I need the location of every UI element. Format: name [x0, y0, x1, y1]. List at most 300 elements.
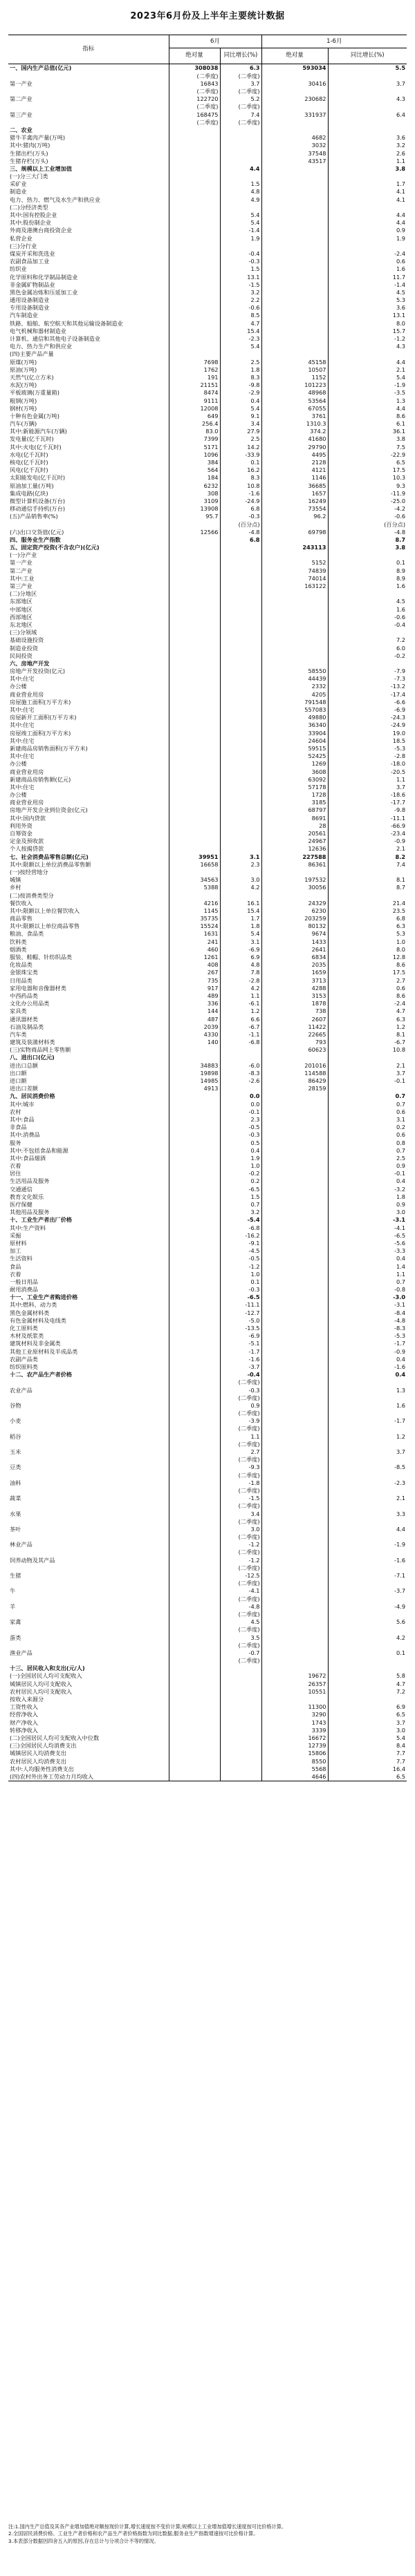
table-row — [8, 1085, 407, 1092]
month-value-cell — [169, 891, 220, 899]
indicator-cell: 电气机械和器材制造业 — [10, 327, 66, 334]
month-growth-cell: 1.5 — [220, 265, 261, 273]
month-growth-cell: 27.9 — [220, 428, 261, 435]
ytd-value-cell — [261, 1633, 328, 1641]
ytd-value-cell — [261, 1154, 328, 1162]
ytd-growth-cell: 3.2 — [328, 142, 407, 149]
indicator-cell: 十三、居民收入和支出(元/人) — [10, 1665, 85, 1672]
table-row — [8, 1696, 407, 1703]
month-value-cell — [169, 698, 220, 705]
month-growth-cell: 6.8 — [220, 505, 261, 513]
indicator-cell: 制造业 — [10, 188, 27, 196]
month-value-cell — [169, 312, 220, 319]
ytd-value-cell — [261, 636, 328, 644]
month-growth-cell: -1.2 — [220, 1556, 261, 1564]
indicator-cell: 其他工业原材料及半成品类 — [10, 1347, 78, 1355]
month-value-cell — [169, 690, 220, 698]
ytd-growth-cell: 1.2 — [328, 1432, 407, 1440]
month-growth-cell: 7.8 — [220, 969, 261, 976]
table-row — [8, 366, 407, 373]
month-growth-cell: 4.8 — [220, 961, 261, 969]
month-value-cell: 184 — [169, 474, 220, 482]
ytd-growth-cell: 3.7 — [328, 79, 407, 87]
ytd-value-cell: 67055 — [261, 404, 328, 412]
month-growth-cell: -1.8 — [220, 1479, 261, 1486]
table-row — [8, 288, 407, 296]
ytd-growth-cell: 10.8 — [328, 1046, 407, 1054]
ytd-value-cell — [261, 1602, 328, 1610]
month-value-cell — [169, 1641, 220, 1649]
month-growth-cell — [220, 1665, 261, 1672]
month-value-cell: 7399 — [169, 435, 220, 443]
table-row — [8, 335, 407, 343]
ytd-value-cell — [261, 273, 328, 281]
indicator-cell: 九、居民消费价格 — [10, 1092, 55, 1100]
month-value-cell — [169, 1116, 220, 1124]
table-row — [8, 992, 407, 1000]
table-row — [8, 1247, 407, 1255]
indicator-cell: 其中:食品 — [10, 1115, 35, 1123]
indicator-cell: 建筑及装潢材料类 — [10, 1039, 55, 1046]
table-row — [8, 1146, 407, 1154]
table-row — [8, 1030, 407, 1038]
ytd-growth-cell — [328, 551, 407, 559]
indicator-cell: 采掘 — [10, 1231, 21, 1239]
ytd-growth-cell — [328, 126, 407, 134]
ytd-growth-cell: -18.6 — [328, 791, 407, 799]
month-growth-cell — [220, 644, 261, 652]
month-value-cell: (二季度) — [169, 72, 220, 79]
indicator-cell: 其中:住宅 — [10, 706, 35, 714]
month-growth-cell: -8.3 — [220, 1069, 261, 1077]
indicator-cell: 农村居民人均消费支出 — [10, 1757, 66, 1765]
ytd-value-cell — [261, 520, 328, 528]
month-value-cell — [169, 613, 220, 621]
table-row — [8, 1139, 407, 1146]
ytd-growth-cell: 8.0 — [328, 319, 407, 327]
month-value-cell — [169, 1278, 220, 1285]
table-row — [8, 775, 407, 783]
indicator-cell: 衣着 — [10, 1270, 21, 1278]
month-growth-cell: (二季度) — [220, 118, 261, 126]
month-growth-cell: (二季度) — [220, 1487, 261, 1495]
ytd-value-cell — [261, 1533, 328, 1541]
month-growth-cell: 1.2 — [220, 1007, 261, 1015]
indicator-cell: 生活用品及服务 — [10, 1177, 50, 1185]
month-value-cell — [169, 1765, 220, 1772]
month-value-cell: 14985 — [169, 1077, 220, 1085]
indicator-cell: 日用品类 — [10, 976, 33, 984]
ytd-value-cell: 4288 — [261, 984, 328, 992]
month-value-cell — [169, 636, 220, 644]
ytd-value-cell — [261, 1572, 328, 1580]
ytd-growth-cell: -1.7 — [328, 1340, 407, 1347]
month-value-cell — [169, 1742, 220, 1750]
indicator-cell: 木材及纸浆类 — [10, 1332, 44, 1340]
indicator-cell: 微型计算机设备(万台) — [10, 497, 66, 504]
month-growth-cell: 0.1 — [220, 1278, 261, 1285]
ytd-value-cell: 41680 — [261, 435, 328, 443]
month-value-cell — [169, 1696, 220, 1703]
ytd-value-cell: 30416 — [261, 79, 328, 87]
ytd-value-cell: 4646 — [261, 1772, 328, 1781]
indicator-cell: 电力、热力生产和供应业 — [10, 343, 73, 350]
ytd-value-cell — [261, 1247, 328, 1255]
ytd-growth-cell: -4.8 — [328, 528, 407, 536]
table-row — [8, 1262, 407, 1270]
month-value-cell: 19898 — [169, 1069, 220, 1077]
month-growth-cell — [220, 775, 261, 783]
ytd-value-cell — [261, 335, 328, 343]
ytd-value-cell — [261, 1665, 328, 1672]
month-value-cell — [169, 1355, 220, 1363]
ytd-growth-cell: 1.6 — [328, 583, 407, 590]
ytd-growth-cell: 8.1 — [328, 1030, 407, 1038]
table-row — [8, 598, 407, 605]
ytd-growth-cell: 17.5 — [328, 466, 407, 474]
ytd-value-cell: 10507 — [261, 366, 328, 373]
ytd-value-cell — [261, 327, 328, 334]
ytd-growth-cell: 11.7 — [328, 273, 407, 281]
month-growth-cell: (二季度) — [220, 1379, 261, 1386]
table-row — [8, 1240, 407, 1247]
ytd-value-cell: 6834 — [261, 954, 328, 961]
table-row — [8, 72, 407, 79]
indicator-cell: 其他用品及服务 — [10, 1209, 50, 1216]
ytd-growth-cell — [328, 1580, 407, 1587]
month-value-cell: 5388 — [169, 884, 220, 891]
ytd-growth-cell — [328, 869, 407, 876]
ytd-growth-cell — [328, 1533, 407, 1541]
table-row — [8, 489, 407, 497]
month-growth-cell — [220, 149, 261, 157]
table-row — [8, 1510, 407, 1517]
ytd-value-cell — [261, 1556, 328, 1564]
table-row — [8, 659, 407, 667]
ytd-value-cell — [261, 1401, 328, 1409]
indicator-cell: 农副产品类 — [10, 1355, 38, 1363]
month-growth-cell: 3.1 — [220, 853, 261, 860]
ytd-value-cell — [261, 1301, 328, 1309]
table-row — [8, 319, 407, 327]
month-growth-cell — [220, 706, 261, 714]
month-growth-cell: -1.5 — [220, 1495, 261, 1502]
ytd-value-cell — [261, 234, 328, 242]
indicator-cell — [8, 103, 169, 111]
indicator-cell: 交通通信 — [10, 1185, 33, 1193]
ytd-value-cell — [261, 1611, 328, 1618]
month-value-cell — [169, 1611, 220, 1618]
ytd-value-cell: 68797 — [261, 806, 328, 814]
ytd-value-cell: 4121 — [261, 466, 328, 474]
indicator-cell: 油料 — [10, 1479, 21, 1486]
table-row — [8, 312, 407, 319]
ytd-growth-cell — [328, 1487, 407, 1495]
month-growth-cell: 3.4 — [220, 420, 261, 428]
month-growth-cell — [220, 1718, 261, 1726]
ytd-growth-cell: 3.3 — [328, 1510, 407, 1517]
ytd-growth-cell: 6.9 — [328, 1703, 407, 1711]
ytd-growth-cell: -6.7 — [328, 1039, 407, 1046]
ytd-growth-cell — [328, 1471, 407, 1479]
ytd-growth-cell — [328, 1502, 407, 1510]
month-growth-cell: -0.5 — [220, 1255, 261, 1262]
month-value-cell — [169, 659, 220, 667]
table-row — [8, 1301, 407, 1309]
month-value-cell — [169, 1595, 220, 1602]
table-row — [8, 343, 407, 350]
indicator-cell: 定金及预收款 — [10, 837, 44, 845]
indicator-cell: 房地产开发投资(亿元) — [10, 667, 66, 675]
table-row — [8, 1347, 407, 1355]
month-value-cell: 1261 — [169, 954, 220, 961]
ytd-value-cell: 1878 — [261, 1000, 328, 1007]
ytd-value-cell — [261, 164, 328, 172]
ytd-value-cell — [261, 1224, 328, 1231]
ytd-value-cell: 28159 — [261, 1085, 328, 1092]
table-row — [8, 79, 407, 87]
month-growth-cell: 4.9 — [220, 196, 261, 203]
month-growth-cell — [220, 1672, 261, 1680]
month-growth-cell — [220, 1765, 261, 1772]
ytd-growth-cell: 3.8 — [328, 544, 407, 551]
month-growth-cell — [220, 690, 261, 698]
month-value-cell: 168475 — [169, 111, 220, 118]
indicator-cell: 其中:股份制企业 — [10, 219, 52, 227]
table-row — [8, 574, 407, 582]
indicator-cell: 商业营业用房 — [10, 768, 44, 775]
ytd-value-cell — [261, 1162, 328, 1170]
table-row — [8, 845, 407, 853]
ytd-value-cell — [261, 1386, 328, 1394]
table-row — [8, 907, 407, 914]
ytd-value-cell — [261, 1456, 328, 1464]
ytd-value-cell: 16672 — [261, 1734, 328, 1742]
ytd-growth-cell: 8.7 — [328, 884, 407, 891]
ytd-value-cell — [261, 72, 328, 79]
month-growth-cell: 2.2 — [220, 296, 261, 304]
month-growth-cell — [220, 598, 261, 605]
month-growth-cell: 1.5 — [220, 180, 261, 188]
table-row — [8, 498, 407, 505]
month-growth-cell: -6.7 — [220, 1023, 261, 1030]
table-row — [8, 1162, 407, 1170]
indicator-cell: 粗钢(万吨) — [10, 397, 37, 404]
ytd-value-cell: 52425 — [261, 752, 328, 760]
month-growth-cell — [220, 659, 261, 667]
table-row — [8, 984, 407, 992]
indicator-cell: 水泥(万吨) — [10, 381, 37, 389]
table-row — [8, 157, 407, 164]
table-row — [8, 876, 407, 884]
month-growth-cell — [220, 667, 261, 675]
month-value-cell: 191 — [169, 374, 220, 381]
month-value-cell — [169, 536, 220, 543]
month-value-cell: 5171 — [169, 443, 220, 451]
month-growth-cell — [220, 1742, 261, 1750]
ytd-value-cell — [261, 1580, 328, 1587]
ytd-growth-cell: -7.3 — [328, 675, 407, 683]
table-row — [8, 768, 407, 775]
ytd-growth-cell — [328, 88, 407, 95]
ytd-value-cell — [261, 1177, 328, 1185]
month-growth-cell — [220, 737, 261, 744]
month-value-cell — [169, 250, 220, 258]
indicator-cell: 其中:限额以上单位消费品零售额 — [10, 860, 91, 868]
ytd-value-cell — [261, 1124, 328, 1131]
month-value-cell — [169, 142, 220, 149]
indicator-cell: 生猪出栏(万头) — [10, 149, 48, 157]
ytd-growth-cell: -1.9 — [328, 381, 407, 389]
ytd-value-cell — [261, 629, 328, 636]
month-growth-cell — [220, 1703, 261, 1711]
ytd-growth-cell: 8.6 — [328, 961, 407, 969]
ytd-growth-cell: 0.1 — [328, 559, 407, 567]
ytd-value-cell — [261, 1502, 328, 1510]
ytd-growth-cell: 0.2 — [328, 1124, 407, 1131]
ytd-growth-cell: 2.1 — [328, 1495, 407, 1502]
indicator-cell: (三)分领域 — [10, 629, 37, 636]
ytd-value-cell: 60623 — [261, 1046, 328, 1054]
ytd-growth-cell: 3.6 — [328, 134, 407, 142]
month-growth-cell: 3.5 — [220, 1633, 261, 1641]
month-growth-cell: (二季度) — [220, 103, 261, 111]
ytd-growth-cell: -11.1 — [328, 814, 407, 822]
indicator-cell: 制造业投资 — [10, 644, 38, 652]
indicator-cell — [8, 1611, 169, 1618]
ytd-value-cell — [261, 1510, 328, 1517]
month-value-cell — [169, 1657, 220, 1665]
indicator-cell: 商业营业用房 — [10, 799, 44, 806]
table-row — [8, 1309, 407, 1316]
month-value-cell — [169, 1332, 220, 1340]
table-row — [8, 1611, 407, 1618]
month-value-cell — [169, 173, 220, 180]
month-growth-cell — [220, 791, 261, 799]
ytd-abs-header: 绝对量 — [261, 48, 328, 64]
indicator-cell: 利用外资 — [10, 822, 33, 829]
table-row — [8, 590, 407, 598]
indicator-cell — [8, 88, 169, 95]
month-value-cell — [169, 319, 220, 327]
table-row — [8, 938, 407, 945]
table-row — [8, 281, 407, 288]
month-value-cell — [169, 134, 220, 142]
month-value-cell — [169, 1432, 220, 1440]
month-value-cell — [169, 629, 220, 636]
month-value-cell — [169, 1580, 220, 1587]
ytd-growth-cell: -4.2 — [328, 505, 407, 513]
ytd-value-cell — [261, 1255, 328, 1262]
indicator-cell: 十二、农产品生产者价格 — [10, 1371, 73, 1379]
ytd-growth-cell: 6.3 — [328, 922, 407, 930]
ytd-value-cell — [261, 296, 328, 304]
indicator-cell: 衣着 — [10, 1162, 21, 1170]
month-value-cell — [169, 1680, 220, 1687]
indicator-cell: (一)按经营地分 — [10, 868, 48, 875]
ytd-growth-cell — [328, 350, 407, 358]
table-row — [8, 126, 407, 134]
ytd-growth-cell: 6.5 — [328, 1772, 407, 1781]
ytd-value-cell: 557083 — [261, 706, 328, 714]
table-row — [8, 1772, 407, 1781]
table-row — [8, 1154, 407, 1162]
table-row — [8, 211, 407, 219]
ytd-value-cell: 1269 — [261, 760, 328, 768]
ytd-growth-cell: 4.4 — [328, 358, 407, 366]
ytd-value-cell — [261, 1657, 328, 1665]
ytd-value-cell — [261, 1309, 328, 1316]
month-value-cell — [169, 1108, 220, 1115]
indicator-cell: 农村居民人均可支配收入 — [10, 1687, 73, 1695]
table-row — [8, 799, 407, 806]
month-growth-cell: -6.1 — [220, 1000, 261, 1007]
ytd-growth-cell: 4.1 — [328, 188, 407, 196]
table-row — [8, 675, 407, 683]
month-value-cell — [169, 327, 220, 334]
ytd-growth-cell: 1.9 — [328, 234, 407, 242]
ytd-value-cell — [261, 118, 328, 126]
ytd-value-cell — [261, 88, 328, 95]
month-value-cell: 267 — [169, 969, 220, 976]
month-growth-cell — [220, 1726, 261, 1734]
indicator-cell: 其中:限额以上单位餐饮收入 — [10, 907, 80, 914]
month-value-cell: 9111 — [169, 397, 220, 404]
month-growth-cell — [220, 590, 261, 598]
ytd-value-cell: 63092 — [261, 775, 328, 783]
month-value-cell — [169, 583, 220, 590]
indicator-cell — [8, 1641, 169, 1649]
indicator-cell — [8, 72, 169, 79]
month-growth-cell: 5.2 — [220, 95, 261, 103]
indicator-cell — [8, 1410, 169, 1417]
ytd-value-cell — [261, 536, 328, 543]
ytd-value-cell: 37548 — [261, 149, 328, 157]
table-row — [8, 1556, 407, 1564]
indicator-cell: 石油及制品类 — [10, 1023, 44, 1030]
table-row — [8, 1316, 407, 1324]
table-row — [8, 1092, 407, 1100]
month-growth-cell: -0.3 — [220, 1386, 261, 1394]
month-growth-cell — [220, 891, 261, 899]
ytd-growth-cell: 5.4 — [328, 1734, 407, 1742]
ytd-growth-cell: 0.7 — [328, 1146, 407, 1154]
month-value-cell — [169, 745, 220, 752]
month-growth-cell: 2.3 — [220, 860, 261, 868]
indicator-cell: 蛋类 — [10, 1633, 21, 1641]
month-growth-cell: -12.7 — [220, 1309, 261, 1316]
ytd-growth-cell: -2.4 — [328, 1000, 407, 1007]
month-growth-cell: -1.6 — [220, 489, 261, 497]
ytd-growth-cell: -6.9 — [328, 706, 407, 714]
ytd-growth-cell: 1.7 — [328, 180, 407, 188]
indicator-cell — [8, 1533, 169, 1541]
ytd-growth-cell: 3.8 — [328, 435, 407, 443]
ytd-value-cell — [261, 1440, 328, 1448]
month-value-cell — [169, 1371, 220, 1379]
ytd-growth-cell: -3.1 — [328, 1301, 407, 1309]
indicator-cell: 其中:工业 — [10, 574, 35, 582]
month-growth-cell: (二季度) — [220, 1611, 261, 1618]
ytd-value-cell: 593034 — [261, 64, 328, 73]
table-row — [8, 111, 407, 118]
header-row — [8, 35, 407, 48]
ytd-value-cell — [261, 652, 328, 659]
month-value-cell: 408 — [169, 961, 220, 969]
ytd-value-cell — [261, 1193, 328, 1200]
month-value-cell — [169, 799, 220, 806]
month-growth-cell: -1.7 — [220, 1347, 261, 1355]
